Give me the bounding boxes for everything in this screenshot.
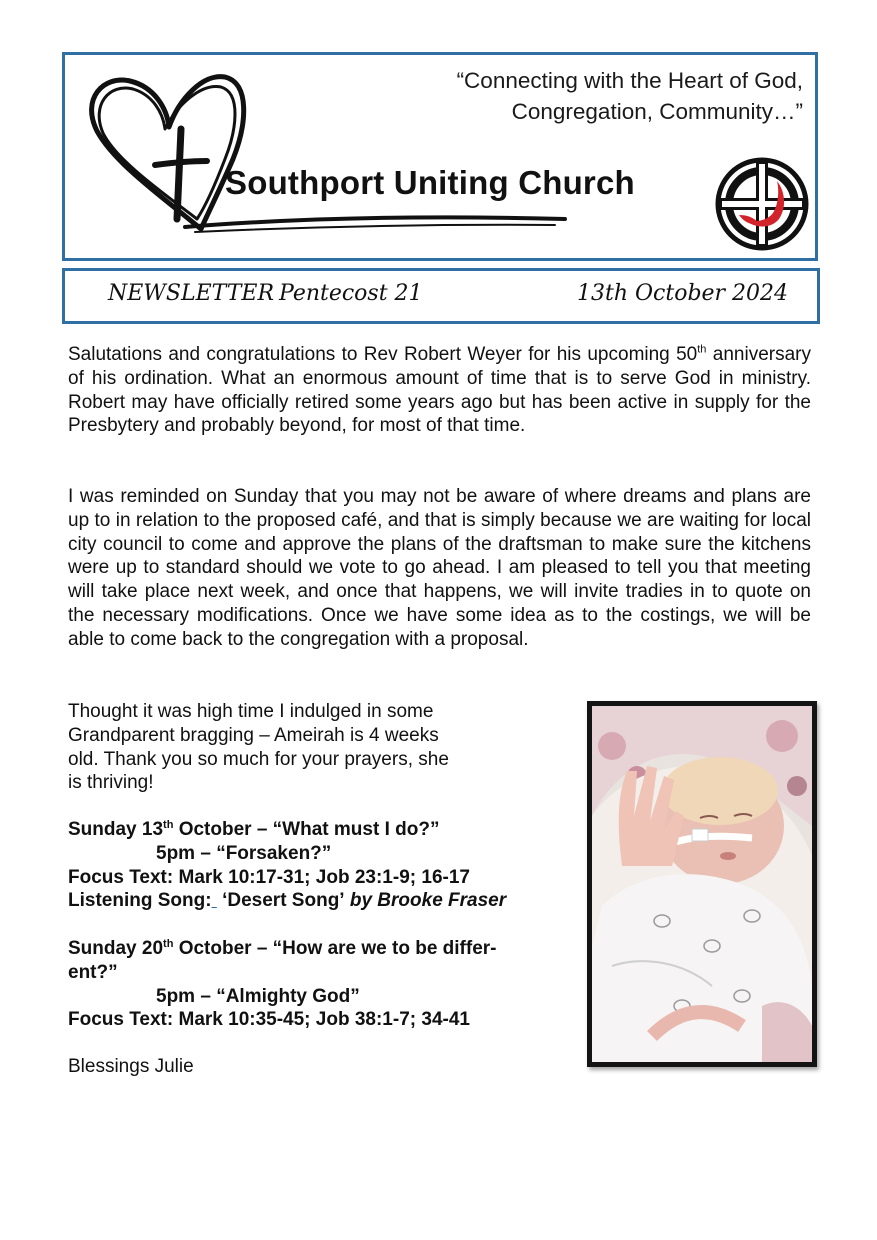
- listening-song: [68, 889, 506, 913]
- ordinal-suffix: th: [697, 343, 707, 356]
- service-title: [68, 818, 506, 842]
- paragraph-grandparent-line: Grandparent bragging – Ameirah is 4 weeks: [68, 724, 439, 746]
- masthead: [62, 52, 818, 261]
- paragraph-anniversary: [68, 343, 811, 438]
- service-day: Sunday 13: [68, 819, 164, 840]
- baby-photo: [587, 701, 817, 1067]
- focus-text: Focus Text: Mark 10:17-31; Job 23:1-9; 16-17: [68, 866, 470, 888]
- song-artist: by Brooke Fraser: [344, 890, 507, 912]
- evening-service: 5pm – “Forsaken?”: [156, 842, 332, 864]
- service-theme: October – “What must I do?”: [173, 819, 440, 840]
- evening-service: 5pm – “Almighty God”: [156, 985, 360, 1007]
- church-name: Southport Uniting Church: [225, 164, 635, 201]
- service-sunday-20: [68, 937, 497, 1032]
- uniting-church-emblem-icon: [715, 157, 809, 251]
- service-theme-continued: ent?”: [68, 961, 118, 983]
- tagline-line-2: Congregation, Community…”: [511, 99, 803, 124]
- paragraph-anniversary-text-b: anniversary of his ordination. What an enormous amount of time that is to serve God in ministry. Robert may have officially retired some years ago but has been active in supply for the Presbytery and probably beyond, for most of that time.: [68, 344, 811, 437]
- service-title: [68, 937, 497, 961]
- paragraph-cafe-update: I was reminded on Sunday that you may not be aware of where dreams and plans are up to in relation to the proposed café, and that is simply because we are waiting for local city council to come and approve the plans of the draftsman to make sure the kitchens were up to standard should we vote to go ahead. I am pleased to tell you that meeting will take place next week, and once that happens, we will invite tradies in to quote on the necessary modifications. Once we have some idea as to the costings, we will be able to come back to the congregation with a proposal.: [68, 486, 811, 650]
- focus-text: Focus Text: Mark 10:35-45; Job 38:1-7; 34-41: [68, 1009, 470, 1031]
- tagline-line-1: “Connecting with the Heart of God,: [456, 68, 803, 93]
- song-title: ‘Desert Song’: [216, 890, 345, 912]
- heart-cross-logo: [85, 69, 585, 241]
- ordinal-suffix: th: [163, 819, 174, 831]
- newsletter-banner: [62, 268, 820, 324]
- paragraph-grandparent-line: old. Thank you so much for your prayers, she: [68, 748, 449, 770]
- service-sunday-13: [68, 818, 506, 913]
- service-day: Sunday 20: [68, 938, 164, 959]
- paragraph-grandparent: [68, 700, 508, 795]
- service-theme: October – “How are we to be differ-: [173, 938, 497, 959]
- ordinal-suffix: th: [163, 938, 174, 950]
- listening-song-label: Listening Song:: [68, 890, 212, 912]
- liturgical-season: Pentecost 21: [279, 281, 423, 306]
- baby-photo-image: [592, 706, 812, 1062]
- paragraph-grandparent-line: Thought it was high time I indulged in some: [68, 701, 434, 722]
- newsletter-label: NEWSLETTER: [108, 281, 275, 306]
- closing-signature: Blessings Julie: [68, 1056, 194, 1077]
- paragraph-anniversary-text-a: Salutations and congratulations to Rev Robert Weyer for his upcoming 50: [68, 344, 698, 365]
- paragraph-grandparent-line: is thriving!: [68, 772, 154, 794]
- issue-date: 13th October 2024: [577, 281, 789, 306]
